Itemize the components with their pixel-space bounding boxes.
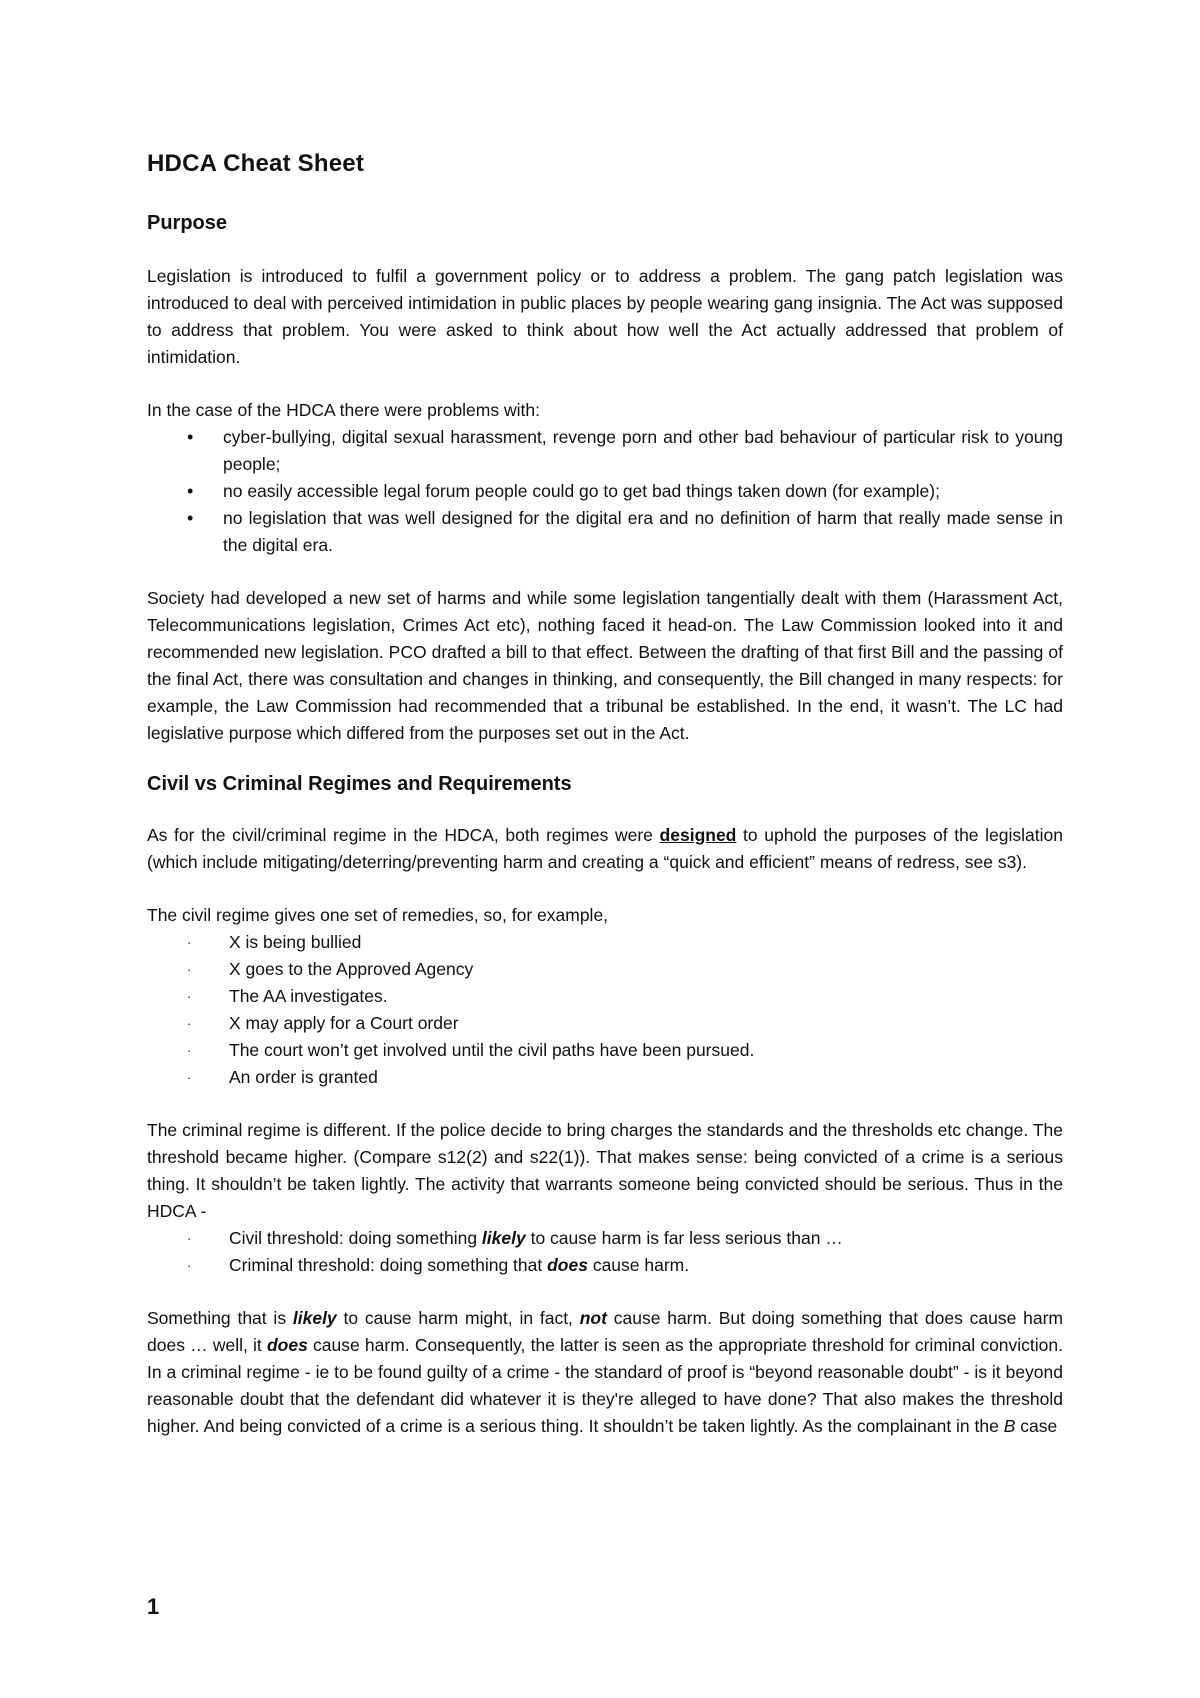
list-item: · The court won’t get involved until the civil paths have been pursued. xyxy=(147,1037,1063,1064)
final-paragraph: Something that is likely to cause harm might, in fact, not cause harm. But doing something that does cause harm does … well, it does cause harm. Consequently, the latter is seen as the appropriate threshold for criminal conviction. In a criminal regime - ie to be found guilty of a crime - the standard of proof is “beyond reasonable doubt” - is it beyond reasonable doubt that the defendant did whatever it is they're alleged to have done? That also makes the threshold higher. And being convicted of a crime is a serious thing. It shouldn’t be taken lightly. As the complainant in the B case xyxy=(147,1308,1064,1436)
list-item: · An order is granted xyxy=(147,1064,1063,1091)
bullet-icon: • xyxy=(187,481,194,501)
list-item: • no easily accessible legal forum people could go to get bad things taken down (for example); xyxy=(147,478,1063,505)
regimes-heading: Civil vs Criminal Regimes and Requirements xyxy=(147,773,572,795)
list-item: • no legislation that was well designed for the digital era and no definition of harm that really made sense in the digital era. xyxy=(147,505,1063,559)
document-page xyxy=(147,150,1063,1440)
dot-icon: · xyxy=(187,1043,192,1058)
bullet-icon: • xyxy=(187,427,194,447)
dot-icon: · xyxy=(187,1070,192,1085)
criminal-paragraph: The criminal regime is different. If the police decide to bring charges the standards and the thresholds etc change. The threshold became higher. (Compare s12(2) and s22(1)). That makes sense: being convicted of a crime is a serious thing. It shouldn’t be taken lightly. The activity that warrants someone being convicted should be serious. Thus in the HDCA - xyxy=(147,1120,1063,1221)
purpose-paragraph-1: Legislation is introduced to fulfil a government policy or to address a problem. The gang patch legislation was introduced to deal with perceived intimidation in public places by people wearing gang insignia. The Act was supposed to address that problem. You were asked to think about how well the Act actually addressed that problem of intimidation. xyxy=(147,266,1063,367)
document-title: HDCA Cheat Sheet xyxy=(147,150,365,177)
dot-icon: · xyxy=(187,1016,192,1031)
dot-icon: · xyxy=(187,1258,192,1273)
page-number: 1 xyxy=(147,1594,160,1619)
problems-intro: In the case of the HDCA there were problems with: xyxy=(147,400,540,420)
thresholds-list xyxy=(147,1225,1063,1279)
bullet-icon: • xyxy=(187,508,194,528)
purpose-paragraph-2: Society had developed a new set of harms and while some legislation tangentially dealt with them (Harassment Act, Telecommunications legislation, Crimes Act etc), nothing faced it head-on. The Law Commission looked into it and recommended new legislation. PCO drafted a bill to that effect. Between the drafting of that first Bill and the passing of the final Act, there was consultation and changes in thinking, and consequently, the Bill changed in many respects: for example, the Law Commission had recommended that a tribunal be established. In the end, it wasn’t. The LC had legislative purpose which differed from the purposes set out in the Act. xyxy=(147,588,1063,743)
dot-icon: · xyxy=(187,989,192,1004)
dot-icon: · xyxy=(187,935,192,950)
list-item: · The AA investigates. xyxy=(147,983,1063,1010)
list-item: · X is being bullied xyxy=(147,929,1063,956)
list-item: · Civil threshold: doing something likely to cause harm is far less serious than … xyxy=(147,1225,1063,1252)
designed-emphasis: designed xyxy=(659,825,737,845)
list-item: · X goes to the Approved Agency xyxy=(147,956,1063,983)
dot-icon: · xyxy=(187,962,192,977)
dot-icon: · xyxy=(187,1231,192,1246)
list-item: · Criminal threshold: doing something that does cause harm. xyxy=(147,1252,1063,1279)
regimes-paragraph-1: As for the civil/criminal regime in the HDCA, both regimes were designed to uphold the purposes of the legislation (which include mitigating/deterring/preventing harm and creating a “quick and efficient” means of redress, see s3). xyxy=(147,825,1064,872)
purpose-heading: Purpose xyxy=(147,212,228,234)
list-item: • cyber-bullying, digital sexual harassment, revenge porn and other bad behaviour of particular risk to young people; xyxy=(147,424,1063,478)
list-item: · X may apply for a Court order xyxy=(147,1010,1063,1037)
problems-list xyxy=(147,424,1063,559)
civil-intro: The civil regime gives one set of remedies, so, for example, xyxy=(147,905,609,925)
civil-steps-list xyxy=(147,929,1063,1091)
